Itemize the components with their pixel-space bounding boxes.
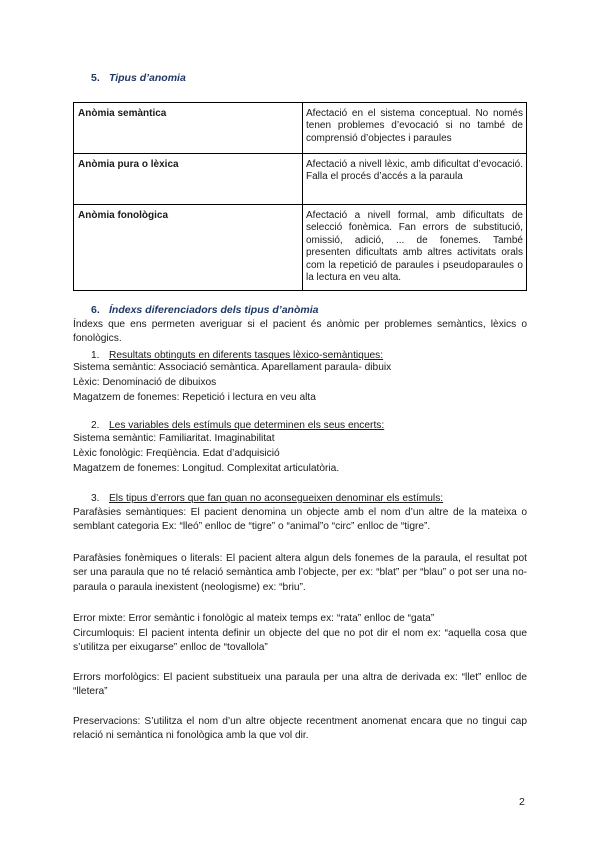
- paragraph-circumlocutions: Circumloquis: El pacient intenta definir un objecte del que no pot dir el nom ex: “aquella cosa que s’utilitza per eixugarse” enlloc de “tovallola”: [73, 628, 527, 654]
- subsection-2-number: 2.: [91, 420, 100, 431]
- page-number: 2: [519, 796, 525, 808]
- anomia-term: Anòmia pura o lèxica: [74, 154, 303, 205]
- subsection-1-title: Resultats obtinguts en diferents tasques lèxico-semàntiques:: [109, 350, 384, 361]
- anomia-description: Afectació a nivell lèxic, amb dificultat d’evocació. Falla el procés d’accés a la paraula: [303, 154, 527, 205]
- anomia-description: Afectació en el sistema conceptual. No només tenen problemes d’evocació si no també de comprensió d’objectes i paraules: [303, 103, 527, 154]
- section-5-heading: [91, 72, 186, 84]
- table-row: [74, 205, 527, 291]
- list-item: Sistema semàntic: Associació semàntica. Aparellament paraula- dibuix: [73, 362, 392, 373]
- subsection-2-heading: [91, 420, 384, 431]
- anomia-description: Afectació a nivell formal, amb dificultats de selecció fonèmica. Fan errors de substitució, omissió, adició, ... de fonemes. També presenten dificultats amb altres activitats orals com la repetició de paraules i pseudoparaules o la lectura en veu alta.: [303, 205, 527, 291]
- paragraph-semantic-paraphasias: Parafàsies semàntiques: El pacient denomina un objecte amb el nom d’un altre de la mateixa o semblant categoria Ex: “lleó” enlloc de “tigre” o “animal”o “circ” enlloc de “tigre”.: [73, 507, 527, 533]
- section-6-intro: Índexs que ens permeten averiguar si el pacient és anòmic per problemes semàntics, lèxics o fonològics.: [73, 319, 527, 345]
- paragraph-mixed-error: Error mixte: Error semàntic i fonològic al mateix temps ex: “rata” enlloc de “gata”: [73, 613, 435, 624]
- list-item: Magatzem de fonemes: Repetició i lectura en veu alta: [73, 392, 316, 403]
- subsection-2-title: Les variables dels estímuls que determinen els seus encerts:: [109, 420, 385, 431]
- list-item: Lèxic: Denominació de dibuixos: [73, 377, 217, 388]
- anomia-types-table: [73, 102, 527, 291]
- subsection-3-heading: [91, 493, 443, 504]
- table-row: [74, 154, 527, 205]
- list-item: Lèxic fonològic: Freqüència. Edat d’adquisició: [73, 448, 280, 459]
- section-6-number: 6.: [91, 304, 100, 316]
- subsection-1-number: 1.: [91, 350, 100, 361]
- paragraph-phonemic-paraphasias: Parafàsies fonèmiques o literals: El pacient altera algun dels fonemes de la paraula, el resultat pot ser una paraula que no té relació semàntica amb l’objecte, per ex: “blat” per “blau” o pot ser una no-paraula o paraula inexistent (neologisme) ex: “briu”.: [73, 553, 527, 593]
- subsection-3-title: Els tipus d’errors que fan quan no aconsegueixen denominar els estímuls:: [109, 493, 444, 504]
- section-6-title: Índexs diferenciadors dels tipus d’anòmia: [109, 304, 319, 316]
- list-item: Magatzem de fonemes: Longitud. Complexitat articulatòria.: [73, 463, 340, 474]
- subsection-1-heading: [91, 350, 383, 361]
- anomia-term: Anòmia semàntica: [74, 103, 303, 154]
- section-6-heading: [91, 304, 318, 316]
- subsection-3-number: 3.: [91, 493, 100, 504]
- paragraph-morphological-errors: Errors morfològics: El pacient substitueix una paraula per una altra de derivada ex: “llet” enlloc de “lletera”: [73, 672, 527, 698]
- list-item: Sistema semàntic: Familiaritat. Imaginabilitat: [73, 433, 275, 444]
- section-5-number: 5.: [91, 72, 100, 84]
- anomia-term: Anòmia fonològica: [74, 205, 303, 291]
- table-row: [74, 103, 527, 154]
- paragraph-perseverations: Preservacions: S’utilitza el nom d’un altre objecte recentment anomenat encara que no tingui cap relació ni semàntica ni fonològica amb la que vol dir.: [73, 716, 527, 742]
- section-5-title: Tipus d’anomia: [109, 72, 186, 84]
